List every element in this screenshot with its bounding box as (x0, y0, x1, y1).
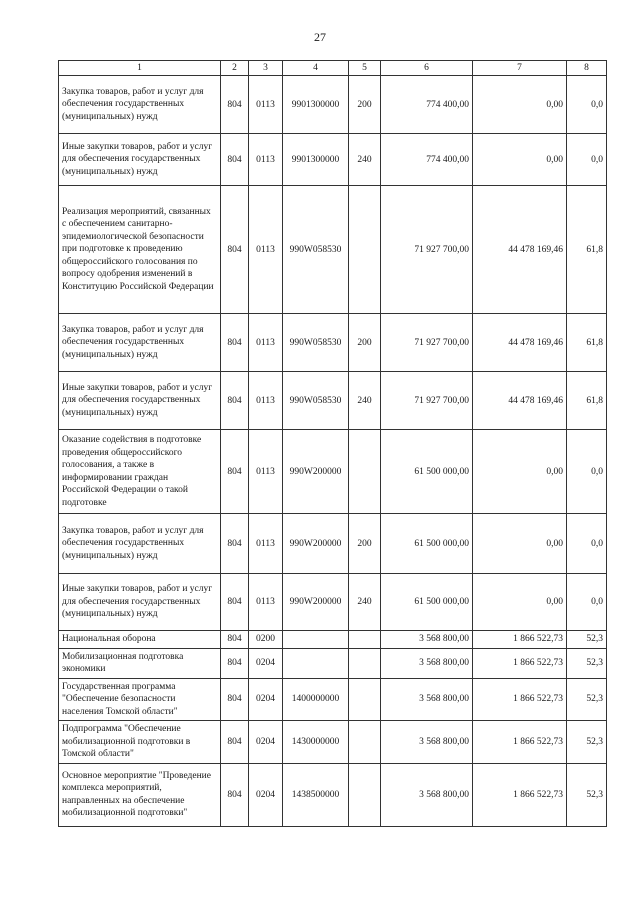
execution-percent-cell: 0,0 (567, 430, 607, 514)
section-code-cell: 0204 (249, 648, 283, 678)
col-header-8: 8 (567, 61, 607, 76)
execution-percent-cell: 52,3 (567, 648, 607, 678)
target-article-cell: 990W200000 (283, 430, 349, 514)
name-cell: Реализация мероприятий, связанных с обеспечением санитарно-эпидемиологической безопасности при подготовке к проведению общероссийского голосования по вопросу одобрения изменений в Конституцию Российской Федерации (59, 186, 221, 314)
executed-amount-cell: 44 478 169,46 (473, 186, 567, 314)
expense-type-cell: 240 (349, 574, 381, 631)
name-cell: Закупка товаров, работ и услуг для обеспечения государственных (муниципальных) нужд (59, 514, 221, 574)
table-row (59, 186, 607, 314)
section-code-cell: 0204 (249, 763, 283, 826)
page-number: 27 (314, 30, 326, 44)
table-row (59, 314, 607, 372)
approved-amount-cell: 61 500 000,00 (381, 430, 473, 514)
table-row (59, 763, 607, 826)
main-admin-code-cell: 804 (221, 430, 249, 514)
execution-percent-cell: 52,3 (567, 763, 607, 826)
header-row (59, 61, 607, 76)
target-article-cell: 990W058530 (283, 186, 349, 314)
approved-amount-cell: 3 568 800,00 (381, 678, 473, 721)
executed-amount-cell: 0,00 (473, 574, 567, 631)
name-cell: Мобилизационная подготовка экономики (59, 648, 221, 678)
col-header-6: 6 (381, 61, 473, 76)
expense-type-cell: 240 (349, 134, 381, 186)
executed-amount-cell: 1 866 522,73 (473, 763, 567, 826)
name-cell: Государственная программа "Обеспечение безопасности населения Томской области" (59, 678, 221, 721)
table-row (59, 76, 607, 134)
executed-amount-cell: 0,00 (473, 430, 567, 514)
target-article-cell: 990W058530 (283, 314, 349, 372)
main-admin-code-cell: 804 (221, 763, 249, 826)
name-cell: Оказание содействия в подготовке проведения общероссийского голосования, а также в информировании граждан Российской Федерации о такой подготовке (59, 430, 221, 514)
section-code-cell: 0113 (249, 430, 283, 514)
approved-amount-cell: 61 500 000,00 (381, 514, 473, 574)
approved-amount-cell: 61 500 000,00 (381, 574, 473, 631)
section-code-cell: 0200 (249, 631, 283, 649)
execution-percent-cell: 61,8 (567, 314, 607, 372)
target-article-cell: 1430000000 (283, 721, 349, 764)
target-article-cell: 990W200000 (283, 514, 349, 574)
table-row (59, 721, 607, 764)
executed-amount-cell: 1 866 522,73 (473, 721, 567, 764)
col-header-7: 7 (473, 61, 567, 76)
target-article-cell (283, 631, 349, 649)
executed-amount-cell: 0,00 (473, 514, 567, 574)
expense-type-cell (349, 631, 381, 649)
name-cell: Закупка товаров, работ и услуг для обеспечения государственных (муниципальных) нужд (59, 76, 221, 134)
main-admin-code-cell: 804 (221, 76, 249, 134)
approved-amount-cell: 3 568 800,00 (381, 763, 473, 826)
main-admin-code-cell: 804 (221, 648, 249, 678)
col-header-2: 2 (221, 61, 249, 76)
execution-percent-cell: 0,0 (567, 76, 607, 134)
expense-type-cell (349, 721, 381, 764)
execution-percent-cell: 52,3 (567, 721, 607, 764)
execution-percent-cell: 52,3 (567, 678, 607, 721)
table-row (59, 574, 607, 631)
expense-type-cell (349, 430, 381, 514)
target-article-cell: 1438500000 (283, 763, 349, 826)
target-article-cell: 9901300000 (283, 134, 349, 186)
name-cell: Иные закупки товаров, работ и услуг для обеспечения государственных (муниципальных) нужд (59, 372, 221, 430)
main-admin-code-cell: 804 (221, 631, 249, 649)
main-admin-code-cell: 804 (221, 372, 249, 430)
executed-amount-cell: 0,00 (473, 134, 567, 186)
table-row (59, 514, 607, 574)
name-cell: Национальная оборона (59, 631, 221, 649)
main-admin-code-cell: 804 (221, 721, 249, 764)
executed-amount-cell: 1 866 522,73 (473, 631, 567, 649)
main-admin-code-cell: 804 (221, 574, 249, 631)
approved-amount-cell: 774 400,00 (381, 134, 473, 186)
target-article-cell: 990W200000 (283, 574, 349, 631)
main-admin-code-cell: 804 (221, 514, 249, 574)
expense-type-cell (349, 763, 381, 826)
col-header-4: 4 (283, 61, 349, 76)
table-row (59, 134, 607, 186)
target-article-cell: 1400000000 (283, 678, 349, 721)
main-admin-code-cell: 804 (221, 186, 249, 314)
section-code-cell: 0204 (249, 721, 283, 764)
section-code-cell: 0113 (249, 186, 283, 314)
expense-type-cell (349, 648, 381, 678)
col-header-5: 5 (349, 61, 381, 76)
approved-amount-cell: 3 568 800,00 (381, 721, 473, 764)
section-code-cell: 0113 (249, 574, 283, 631)
executed-amount-cell: 1 866 522,73 (473, 678, 567, 721)
section-code-cell: 0113 (249, 372, 283, 430)
name-cell: Иные закупки товаров, работ и услуг для обеспечения государственных (муниципальных) нужд (59, 574, 221, 631)
section-code-cell: 0204 (249, 678, 283, 721)
executed-amount-cell: 1 866 522,73 (473, 648, 567, 678)
approved-amount-cell: 3 568 800,00 (381, 648, 473, 678)
main-admin-code-cell: 804 (221, 314, 249, 372)
executed-amount-cell: 0,00 (473, 76, 567, 134)
execution-percent-cell: 0,0 (567, 134, 607, 186)
execution-percent-cell: 52,3 (567, 631, 607, 649)
main-admin-code-cell: 804 (221, 678, 249, 721)
execution-percent-cell: 0,0 (567, 514, 607, 574)
budget-table (58, 60, 607, 827)
target-article-cell (283, 648, 349, 678)
approved-amount-cell: 3 568 800,00 (381, 631, 473, 649)
section-code-cell: 0113 (249, 314, 283, 372)
table-row (59, 372, 607, 430)
executed-amount-cell: 44 478 169,46 (473, 314, 567, 372)
approved-amount-cell: 774 400,00 (381, 76, 473, 134)
approved-amount-cell: 71 927 700,00 (381, 186, 473, 314)
expense-type-cell: 200 (349, 314, 381, 372)
section-code-cell: 0113 (249, 134, 283, 186)
col-header-3: 3 (249, 61, 283, 76)
target-article-cell: 990W058530 (283, 372, 349, 430)
approved-amount-cell: 71 927 700,00 (381, 314, 473, 372)
expense-type-cell (349, 678, 381, 721)
name-cell: Основное мероприятие "Проведение комплекса мероприятий, направленных на обеспечение мобилизационной подготовки" (59, 763, 221, 826)
approved-amount-cell: 71 927 700,00 (381, 372, 473, 430)
name-cell: Подпрограмма "Обеспечение мобилизационной подготовки в Томской области" (59, 721, 221, 764)
table-row (59, 678, 607, 721)
execution-percent-cell: 61,8 (567, 372, 607, 430)
target-article-cell: 9901300000 (283, 76, 349, 134)
expense-type-cell: 200 (349, 514, 381, 574)
table-row (59, 648, 607, 678)
expense-type-cell (349, 186, 381, 314)
section-code-cell: 0113 (249, 514, 283, 574)
table-row (59, 430, 607, 514)
execution-percent-cell: 0,0 (567, 574, 607, 631)
main-admin-code-cell: 804 (221, 134, 249, 186)
expense-type-cell: 240 (349, 372, 381, 430)
col-header-1: 1 (59, 61, 221, 76)
name-cell: Закупка товаров, работ и услуг для обеспечения государственных (муниципальных) нужд (59, 314, 221, 372)
executed-amount-cell: 44 478 169,46 (473, 372, 567, 430)
name-cell: Иные закупки товаров, работ и услуг для обеспечения государственных (муниципальных) нужд (59, 134, 221, 186)
section-code-cell: 0113 (249, 76, 283, 134)
expense-type-cell: 200 (349, 76, 381, 134)
table-row (59, 631, 607, 649)
execution-percent-cell: 61,8 (567, 186, 607, 314)
